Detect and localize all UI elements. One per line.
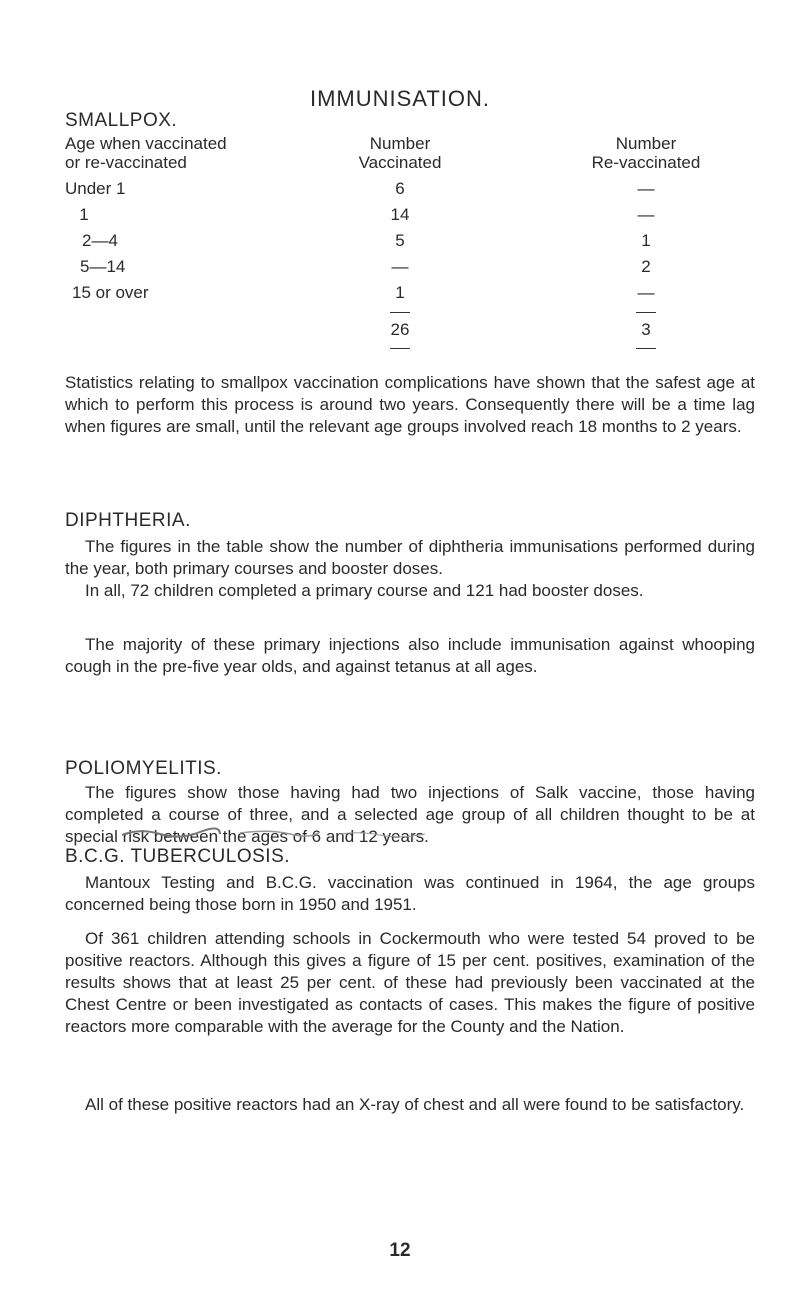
row-age: Under 1 [65, 179, 126, 198]
row-age: 1 [79, 205, 89, 224]
total-vaccinated: 26 [390, 320, 410, 339]
poliomyelitis-heading: POLIOMYELITIS. [65, 758, 222, 779]
bcg-heading: B.C.G. TUBERCULOSIS. [65, 846, 291, 867]
row-vaccinated: — [391, 257, 409, 276]
diphtheria-paragraph-1: The figures in the table show the number of diphtheria immunisations performed during the year, both primary courses and booster doses. [65, 537, 755, 578]
col-vaccinated-header-line2: Vaccinated [358, 153, 442, 172]
diphtheria-paragraph-3: The majority of these primary injections also include immunisation against whooping cough in the pre-five year olds, and against tetanus at all ages. [65, 635, 755, 676]
row-vaccinated: 5 [395, 231, 405, 250]
page-title: IMMUNISATION. [309, 86, 491, 111]
total-revaccinated: 3 [641, 320, 651, 339]
col-vaccinated-header-line1: Number [369, 134, 431, 153]
smallpox-heading: SMALLPOX. [65, 110, 178, 131]
diphtheria-paragraph-2: In all, 72 children completed a primary course and 121 had booster doses. [85, 581, 644, 600]
row-age: 5—14 [80, 257, 126, 276]
row-age: 2—4 [82, 231, 118, 250]
row-vaccinated: 6 [395, 179, 405, 198]
bcg-paragraph-2: Of 361 children attending schools in Cockermouth who were tested 54 proved to be positive reactors. Although this gives a figure of 15 per cent. positives, examination of the results shows that at least 25 per cent. of these had previously been vaccinated at the Chest Centre or been investigated as contacts of cases. This makes the figure of positive reactors more comparable with the average for the County and the Nation. [65, 929, 755, 1036]
row-vaccinated: 1 [395, 283, 405, 302]
total-rule-revaccinated-top [636, 312, 656, 313]
bcg-paragraph-3: All of these positive reactors had an X-ray of chest and all were found to be satisfactory. [85, 1095, 745, 1114]
smallpox-paragraph: Statistics relating to smallpox vaccination complications have shown that the safest age at which to perform this process is around two years. Consequently there will be a time lag when figures are small, until the relevant age groups involved reach 18 months to 2 years. [65, 373, 755, 436]
row-revaccinated: — [637, 205, 655, 224]
row-revaccinated: 2 [641, 257, 651, 276]
row-vaccinated: 14 [390, 205, 410, 224]
diphtheria-heading: DIPHTHERIA. [65, 510, 191, 531]
row-revaccinated: 1 [641, 231, 651, 250]
col-age-header-line2: or re-vaccinated [65, 153, 187, 172]
poliomyelitis-paragraph: The figures show those having had two injections of Salk vaccine, those having completed a course of three, and a selected age group of all children thought to be at special risk between the ages of 6 and 12 years. [65, 783, 755, 846]
total-rule-revaccinated-bottom [636, 348, 656, 349]
col-age-header-line1: Age when vaccinated [65, 134, 227, 153]
print-smudge [120, 826, 430, 838]
bcg-paragraph-1: Mantoux Testing and B.C.G. vaccination was continued in 1964, the age groups concerned being those born in 1950 and 1951. [65, 873, 755, 914]
page-number: 12 [389, 1240, 411, 1261]
total-rule-vaccinated-bottom [390, 348, 410, 349]
row-revaccinated: — [637, 179, 655, 198]
total-rule-vaccinated-top [390, 312, 410, 313]
col-revaccinated-header-line1: Number [615, 134, 677, 153]
row-revaccinated: — [637, 283, 655, 302]
col-revaccinated-header-line2: Re-vaccinated [591, 153, 701, 172]
row-age: 15 or over [72, 283, 149, 302]
